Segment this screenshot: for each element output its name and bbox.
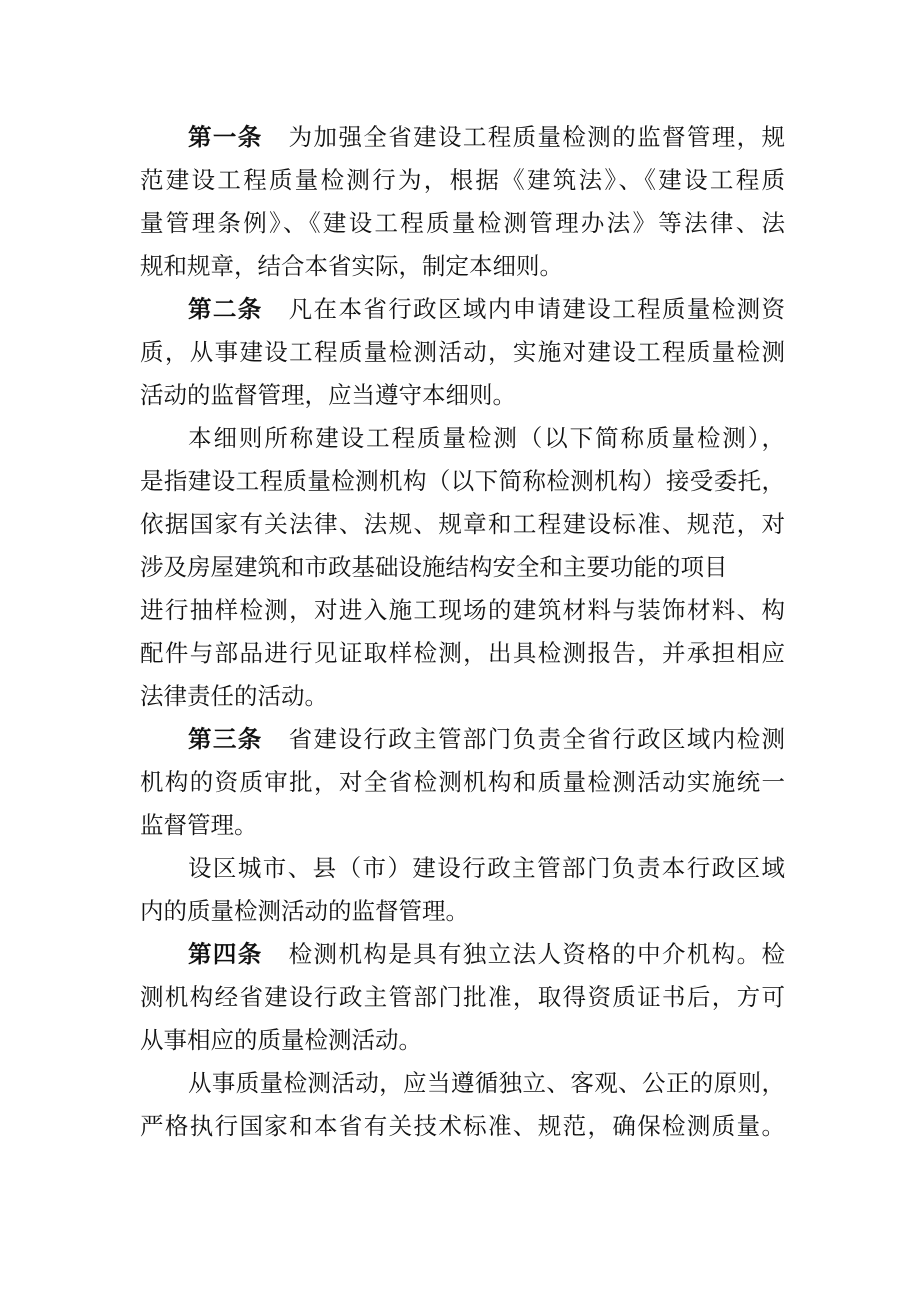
- principle-line-2: 严格执行国家和本省有关技术标准、规范，确保检测质量。: [140, 1112, 785, 1140]
- article-3-line-1: 第三条 省建设行政主管部门负责全省行政区域内检测: [188, 725, 786, 753]
- article-1-line-1: 第一条 为加强全省建设工程质量检测的监督管理，规: [188, 123, 786, 151]
- definition-line-4: 涉及房屋建筑和市政基础设施结构安全和主要功能的项目: [140, 553, 728, 581]
- definition-line-1: 本细则所称建设工程质量检测（以下简称质量检测），: [188, 424, 785, 452]
- principle-line-1: 从事质量检测活动，应当遵循独立、客观、公正的原则，: [188, 1069, 785, 1097]
- article-2-line-3: 活动的监督管理，应当遵守本细则。: [140, 381, 516, 409]
- definition-line-6: 配件与部品进行见证取样检测，出具检测报告，并承担相应: [140, 639, 785, 667]
- article-3-label: 第三条: [188, 725, 263, 753]
- article-4-label: 第四条: [188, 940, 263, 968]
- article-2-line-1: 第二条 凡在本省行政区域内申请建设工程质量检测资: [188, 295, 786, 323]
- definition-line-2: 是指建设工程质量检测机构（以下简称检测机构）接受委托，: [140, 467, 785, 495]
- article-2-line-2: 质，从事建设工程质量检测活动，实施对建设工程质量检测: [140, 338, 785, 366]
- definition-line-7: 法律责任的活动。: [140, 682, 328, 710]
- article-2-label: 第二条: [188, 295, 263, 323]
- definition-line-5: 进行抽样检测，对进入施工现场的建筑材料与装饰材料、构: [140, 596, 785, 624]
- article-1-line-3: 量管理条例》、《建设工程质量检测管理办法》等法律、法: [140, 209, 785, 237]
- local-authority-line-1: 设区城市、县（市）建设行政主管部门负责本行政区域: [188, 854, 785, 882]
- article-1-line-2: 范建设工程质量检测行为，根据《建筑法》、《建设工程质: [140, 166, 785, 194]
- article-3-line-3: 监督管理。: [140, 811, 258, 839]
- local-authority-line-2: 内的质量检测活动的监督管理。: [140, 897, 469, 925]
- article-1-label: 第一条: [188, 123, 263, 151]
- article-4-line-2: 测机构经省建设行政主管部门批准，取得资质证书后，方可: [140, 983, 785, 1011]
- article-4-line-1: 第四条 检测机构是具有独立法人资格的中介机构。检: [188, 940, 786, 968]
- article-4-line-3: 从事相应的质量检测活动。: [140, 1026, 422, 1054]
- definition-line-3: 依据国家有关法律、法规、规章和工程建设标准、规范，对: [140, 510, 785, 538]
- article-3-line-2: 机构的资质审批，对全省检测机构和质量检测活动实施统一: [140, 768, 785, 796]
- article-1-line-4: 规和规章，结合本省实际，制定本细则。: [140, 252, 563, 280]
